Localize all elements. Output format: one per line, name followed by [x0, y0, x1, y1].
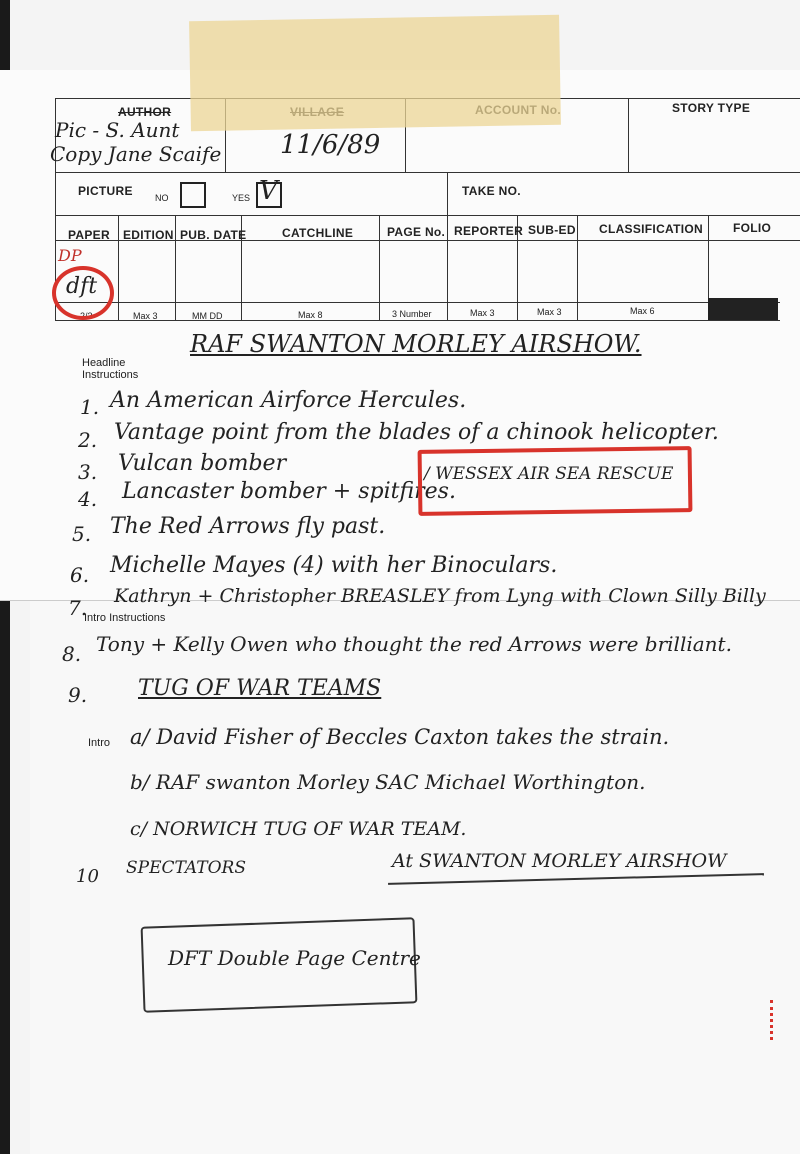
item-10-number: 10 — [76, 866, 99, 887]
rule — [379, 215, 380, 320]
item-number: 2. — [78, 428, 98, 452]
column-header-page-no: PAGE No. — [387, 225, 446, 239]
item-text: Vulcan bomber — [118, 451, 287, 476]
item-number: 3. — [78, 460, 98, 484]
author-handwriting-line1: Pic - S. Aunt — [55, 118, 180, 142]
limit-pub-date: MM DD — [192, 311, 223, 321]
limit-classification: Max 6 — [630, 306, 655, 316]
item-number: 6. — [70, 563, 90, 587]
sub-item: c/ NORWICH TUG OF WAR TEAM. — [130, 818, 467, 840]
story-title: RAF SWANTON MORLEY AIRSHOW. — [190, 330, 642, 358]
paper-dft: dft — [66, 274, 98, 299]
no-label: NO — [155, 193, 169, 203]
no-checkbox[interactable] — [180, 182, 206, 208]
date-handwriting: 11/6/89 — [280, 130, 381, 160]
boxed-note: / WESSEX AIR SEA RESCUE — [424, 464, 674, 484]
column-header-paper: PAPER — [68, 228, 110, 242]
limit-catchline: Max 8 — [298, 310, 323, 320]
item-text: TUG OF WAR TEAMS — [138, 676, 382, 701]
red-dash-mark — [770, 1000, 779, 1040]
rule — [55, 215, 800, 216]
paper-dp: DP — [58, 246, 82, 265]
column-header-catchline: CATCHLINE — [282, 226, 354, 240]
column-header-sub-ed: SUB-ED — [528, 223, 576, 237]
column-header-pub-date: PUB. DATE — [180, 228, 247, 242]
item-text: Lancaster bomber + spitfires. — [122, 479, 456, 504]
intro-instructions-label: Intro Instructions — [84, 612, 166, 624]
limit-edition: Max 3 — [133, 311, 158, 321]
column-header-reporter: REPORTER — [454, 224, 524, 238]
take-label: TAKE NO. — [462, 184, 521, 198]
intro-label: Intro — [88, 737, 111, 749]
story-type-label: STORY TYPE — [672, 101, 751, 115]
rule — [55, 302, 780, 303]
item-10-text: SPECTATORS — [126, 858, 246, 878]
item-text: Vantage point from the blades of a chinook helicopter. — [114, 420, 719, 445]
folio-shade — [708, 298, 778, 320]
item-10-caption: At SWANTON MORLEY AIRSHOW — [392, 850, 727, 872]
item-number: 5. — [72, 522, 92, 546]
rule — [447, 215, 448, 320]
item-text: The Red Arrows fly past. — [110, 514, 386, 539]
rule — [175, 215, 176, 320]
limit-page-no: 3 Number — [392, 309, 432, 319]
picture-label: PICTURE — [78, 184, 133, 198]
item-number: 1. — [80, 395, 100, 419]
author-label: AUTHOR — [118, 105, 172, 119]
item-text: An American Airforce Hercules. — [110, 388, 467, 413]
limit-sub-ed: Max 3 — [537, 307, 562, 317]
column-header-classification: CLASSIFICATION — [599, 222, 703, 236]
rule — [55, 320, 780, 321]
item-text: Kathryn + Christopher BREASLEY from Lyng with Clown Silly Billy — [114, 585, 766, 607]
rule — [55, 172, 800, 173]
footer-note: DFT Double Page Centre — [168, 946, 421, 970]
item-number: 8. — [62, 642, 82, 666]
author-handwriting-line2: Copy Jane Scaife — [50, 142, 222, 166]
sub-item: a/ David Fisher of Beccles Caxton takes the strain. — [130, 725, 670, 749]
limit-paper: 2/3 — [80, 311, 93, 321]
headline-instructions-label: Headline Instructions — [82, 357, 139, 381]
rule — [628, 98, 629, 172]
item-text: Tony + Kelly Owen who thought the red Arrows were brilliant. — [96, 632, 732, 656]
column-header-edition: EDITION — [123, 228, 174, 242]
adhesive-tape — [189, 15, 561, 131]
item-text: Michelle Mayes (4) with her Binoculars. — [110, 553, 558, 578]
rule — [577, 215, 578, 320]
item-number: 7. — [68, 596, 88, 620]
limit-reporter: Max 3 — [470, 308, 495, 318]
rule — [118, 215, 119, 320]
column-header-folio: FOLIO — [733, 221, 772, 235]
rule — [447, 172, 448, 215]
sub-item: b/ RAF swanton Morley SAC Michael Worthington. — [130, 770, 646, 794]
item-number: 4. — [78, 487, 98, 511]
yes-label: YES — [232, 193, 251, 203]
yes-checkmark: V — [259, 176, 278, 206]
item-number: 9. — [68, 683, 88, 707]
